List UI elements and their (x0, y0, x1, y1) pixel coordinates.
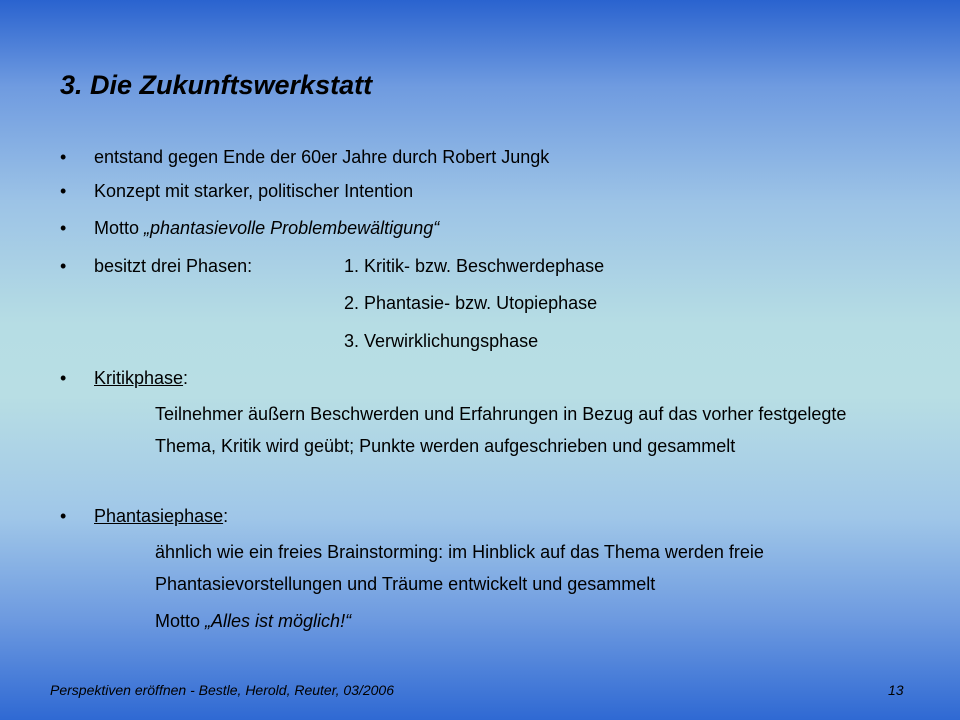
bullet-marker: • (60, 181, 67, 201)
slide-title: 3. Die Zukunftswerkstatt (60, 70, 373, 100)
phantasie-heading (94, 500, 228, 533)
phase-item: 3. Verwirklichungsphase (344, 331, 539, 351)
motto-line (94, 212, 439, 245)
phantasie-label: Phantasiephase (94, 506, 224, 526)
page-number: 13 (888, 682, 904, 698)
motto-prefix: Motto (94, 218, 145, 238)
bullet-marker: • (60, 218, 67, 238)
phantasie-motto-quote: „Alles ist möglich!“ (205, 611, 352, 631)
phases-intro: besitzt drei Phasen: (94, 256, 253, 276)
phantasie-colon: : (223, 506, 229, 526)
kritik-colon: : (183, 368, 189, 388)
bullet-marker: • (60, 147, 67, 167)
kritik-label: Kritikphase (94, 368, 184, 388)
phase-item: 2. Phantasie- bzw. Utopiephase (344, 293, 598, 313)
bullet-marker: • (60, 256, 67, 276)
motto-quote: „phantasievolle Problembewältigung“ (144, 218, 440, 238)
phantasie-motto-prefix: Motto (155, 611, 206, 631)
bullet-text: Konzept mit starker, politischer Intention (94, 181, 414, 201)
bullet-marker: • (60, 506, 67, 526)
kritik-description: Teilnehmer äußern Beschwerden und Erfahrungen in Bezug auf das vorher festgelegte Thema, Kritik wird geübt; Punkte werden aufgeschrieben und gesammelt (155, 404, 847, 456)
phantasie-description: ähnlich wie ein freies Brainstorming: im Hinblick auf das Thema werden freie Phantasievorstellungen und Träume entwickelt und gesammelt (155, 542, 764, 594)
kritik-heading (94, 362, 188, 395)
bullet-marker: • (60, 368, 67, 388)
footer-citation: Perspektiven eröffnen - Bestle, Herold, Reuter, 03/2006 (50, 682, 394, 698)
phantasie-motto (155, 605, 351, 638)
phase-item: 1. Kritik- bzw. Beschwerdephase (344, 256, 605, 276)
bullet-text: entstand gegen Ende der 60er Jahre durch Robert Jungk (94, 147, 550, 167)
